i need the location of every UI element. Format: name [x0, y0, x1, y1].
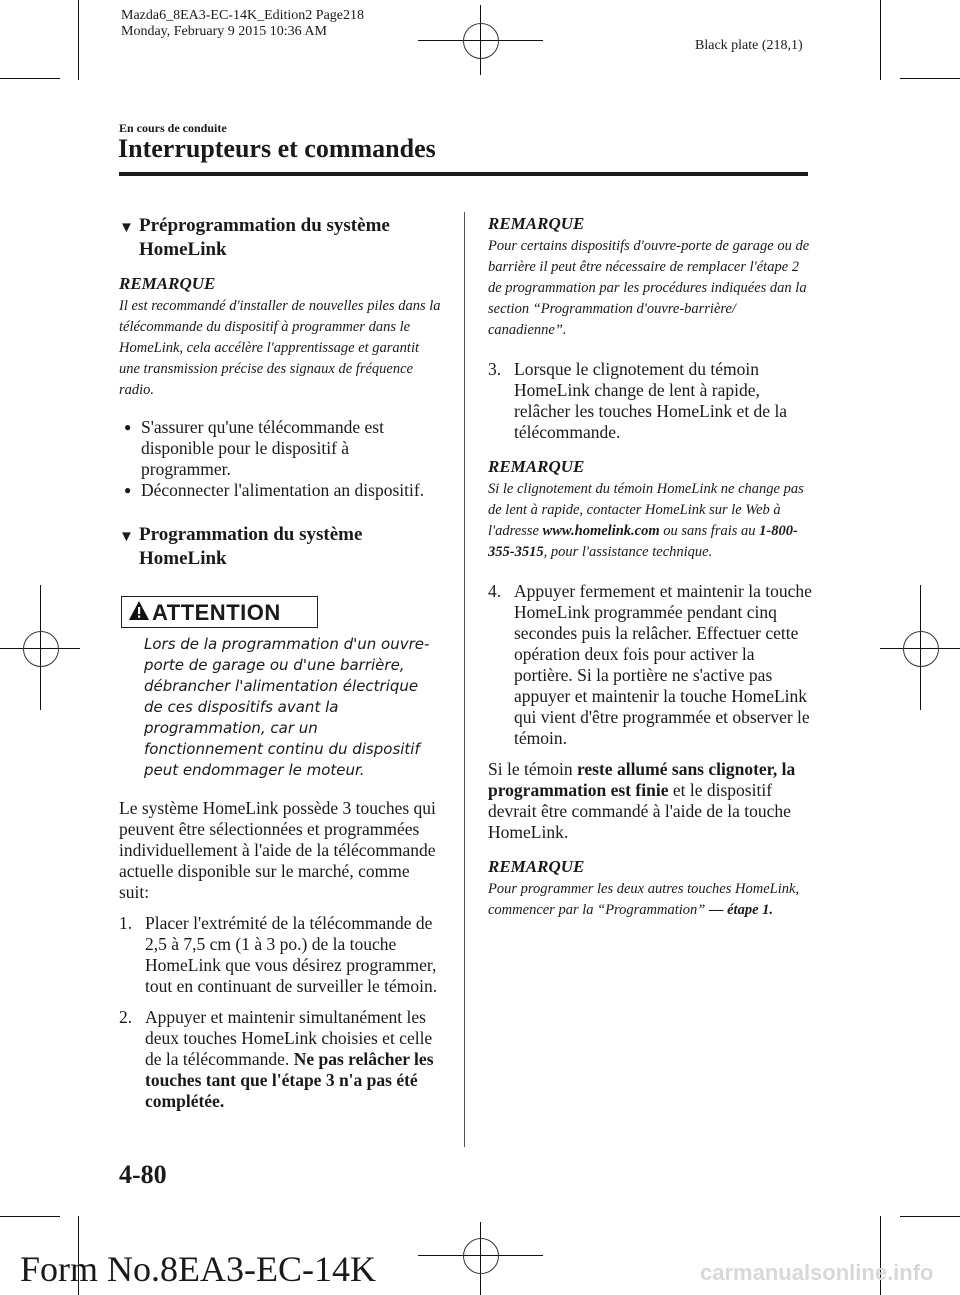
- attention-content: [144, 634, 440, 781]
- register-mark: [463, 23, 499, 59]
- header-rule: [119, 172, 808, 176]
- phone-number: 1-800-355-3515: [488, 523, 798, 560]
- step-2: 2. Appuyer et maintenir simultanément les deux touches HomeLink choisies et celle de la télécommande. Ne pas relâcher les touches tant que l'étape 3 n'a pas été complétée.: [119, 1007, 434, 1111]
- crop-mark: [900, 78, 960, 79]
- crop-mark: [900, 1216, 960, 1217]
- remark-label: REMARQUE: [119, 274, 216, 293]
- register-mark: [463, 1238, 499, 1274]
- result-paragraph: Si le témoin reste allumé sans clignoter, la programmation est finie et le dispositif devrait être commandé à l'aide de la touche HomeLink.: [488, 759, 796, 842]
- remark-text: Il est recommandé d'installer de nouvelles piles dans la télécommande du dispositif à programmer dans le HomeLink, cela accélère l'apprentissage et garantit une transmission précise des signaux de fréquence radio.: [119, 298, 441, 398]
- remark-text: Si le clignotement du témoin HomeLink ne change pas de lent à rapide, contacter HomeLink sur le Web à l'adresse www.homelink.com ou sans frais au 1-800-355-3515, pour l'assistance technique.: [488, 481, 804, 560]
- step-4: 4. Appuyer fermement et maintenir la touche HomeLink programmée pendant cinq secondes puis la relâcher. Effectuer cette opération deux fois pour activer la portière. Si la portière ne s'active pas appuyer et maintenir la touche HomeLink qui vient d'être programmée et observer le témoin.: [488, 581, 812, 748]
- left-column-lower: [119, 798, 441, 1112]
- left-column: [119, 214, 441, 571]
- watermark: carmanualsonline.info: [700, 1260, 934, 1285]
- chapter-title: Interrupteurs et commandes: [118, 134, 436, 163]
- remark-label: REMARQUE: [488, 857, 585, 876]
- register-mark: [23, 631, 59, 667]
- crop-mark: [78, 0, 79, 80]
- column-divider: [464, 212, 465, 1147]
- section-title: En cours de conduite: [119, 121, 227, 135]
- triangle-icon: ▼: [119, 529, 134, 545]
- remark-label: REMARQUE: [488, 214, 585, 233]
- plate-label: Black plate (218,1): [695, 38, 803, 53]
- homelink-url: www.homelink.com: [542, 523, 660, 539]
- attention-box: [121, 596, 318, 628]
- bullet-icon: ●: [124, 420, 132, 434]
- remark-text: Pour programmer les deux autres touches HomeLink, commencer par la “Programmation” — étape 1.: [488, 881, 800, 918]
- triangle-icon: ▼: [119, 220, 134, 236]
- step-1: 1. Placer l'extrémité de la télécommande de 2,5 à 7,5 cm (1 à 3 po.) de la touche HomeLink que vous désirez programmer, tout en continuant de surveiller le témoin.: [119, 913, 438, 996]
- warning-icon: [128, 600, 150, 622]
- heading-preprogramming: ▼ Préprogrammation du système HomeLink: [119, 215, 390, 260]
- page-number: 4-80: [119, 1160, 167, 1189]
- bullet-icon: ●: [124, 483, 132, 497]
- register-mark: [903, 631, 939, 667]
- list-item: ● S'assurer qu'une télécommande est disponible pour le dispositif à programmer.: [124, 417, 384, 479]
- intro-paragraph: Le système HomeLink possède 3 touches qui peuvent être sélectionnées et programmées individuellement à l'aide de la télécommande actuelle disponible sur le marché, comme suit:: [119, 798, 436, 902]
- crop-mark: [0, 78, 60, 79]
- remark-label: REMARQUE: [488, 457, 585, 476]
- file-name: Mazda6_8EA3-EC-14K_Edition2 Page218: [121, 8, 365, 23]
- right-column: [488, 214, 812, 921]
- crop-mark: [0, 1216, 60, 1217]
- crop-mark: [880, 0, 881, 80]
- heading-programming: ▼ Programmation du système HomeLink: [119, 524, 363, 569]
- step-3: 3. Lorsque le clignotement du témoin HomeLink change de lent à rapide, relâcher les touches HomeLink et de la télécommande.: [488, 359, 788, 442]
- form-number: Form No.8EA3-EC-14K: [20, 1249, 376, 1289]
- attention-title: ATTENTION: [152, 600, 281, 625]
- attention-text: Lors de la programmation d'un ouvre-porte de garage ou d'une barrière, débrancher l'alimentation électrique de ces dispositifs avant la programmation, car un fonctionnement continu du dispositif peut endommager le moteur.: [144, 635, 430, 779]
- print-date: Monday, February 9 2015 10:36 AM: [121, 24, 327, 39]
- list-item: ● Déconnecter l'alimentation an dispositif.: [124, 480, 425, 500]
- remark-text: Pour certains dispositifs d'ouvre-porte de garage ou de barrière il peut être nécessaire de remplacer l'étape 2 de programmation par les procédures indiquées dan la section “Programmation d'ouvre-barrière/ canadienne”.: [488, 238, 810, 338]
- file-info: [121, 8, 364, 40]
